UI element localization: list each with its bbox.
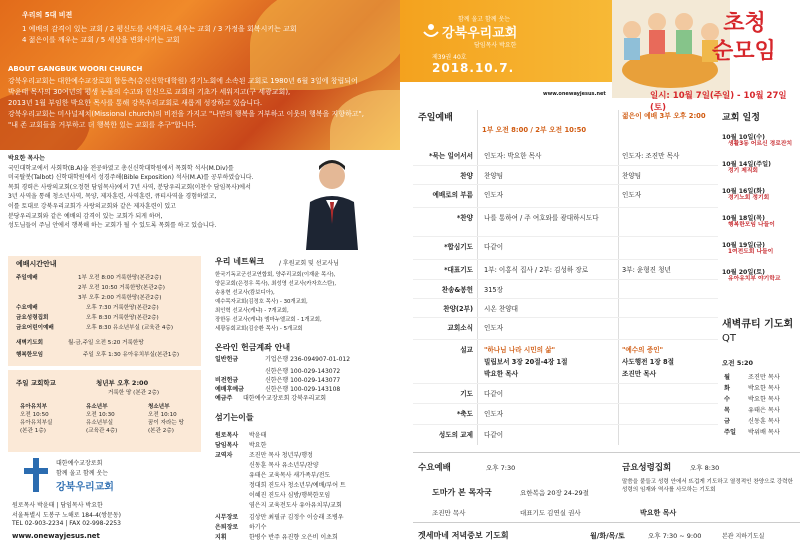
calendar-date: 10월 18일(목) — [722, 215, 765, 222]
qt-day: 화 — [724, 385, 730, 392]
sunday-school-label: 주일 교회학교 — [16, 379, 56, 387]
church-website[interactable]: www.onewayjesus.net — [12, 532, 100, 540]
dept-time: 오전 10:10 — [148, 412, 177, 418]
cross-logo-icon — [22, 458, 50, 492]
order-cell: 사도행전 1장 8절 — [622, 358, 674, 366]
order-divider — [618, 110, 619, 445]
calendar-event: 1여전도회 나들이 — [728, 249, 774, 255]
calendar-date: 10월 16일(화) — [722, 188, 765, 195]
vision-lines — [22, 24, 362, 46]
pastor-bio-line: 이를 토대로 강북우리교회가 사랑의교회와 같은 제자훈련이 있고 — [8, 202, 176, 210]
order-divider — [477, 110, 478, 445]
service-time: 오후 8:30 거룩한땅(본관2층) — [86, 315, 159, 321]
order-rule — [413, 424, 718, 425]
order-label: *축도 — [456, 410, 473, 418]
order-cell: 인도자 — [622, 191, 642, 199]
calendar-event: 생활3동 어르신 경로잔치 — [728, 141, 793, 147]
qt-suffix: QT — [722, 333, 736, 344]
dept-name: 청소년부 — [148, 404, 170, 410]
staff-role: 교역자 — [215, 452, 233, 459]
vision-title: 우리의 5대 비젼 — [22, 11, 73, 19]
qt-name: 조진만 목사 — [748, 374, 780, 381]
order-cell: "예수의 증인" — [622, 346, 664, 354]
order-cell: 다같이 — [484, 243, 504, 251]
order-label: 기도 — [460, 390, 473, 398]
pastor-bio-label: 박요한 목사는 — [8, 155, 45, 162]
staff-role: 은퇴장로 — [215, 524, 239, 531]
pastor-bio-line: 국민대학교에서 사회학(B.A)을 전공하였고 총신신학대학원에서 목회학 석사(M.Div)를 — [8, 164, 234, 172]
offering-account: 신한은행 100-029-143108 — [265, 386, 341, 393]
calendar-event: 행복한모임 나들이 — [728, 222, 775, 228]
fri-title: 금요성령집회 — [622, 463, 672, 473]
bulletin-date: 2018.10.7. — [432, 61, 515, 75]
wed-preacher: 조진만 목사 — [432, 509, 466, 517]
church-logo-icon — [420, 20, 442, 42]
mission-title: 우리 네트웍크 — [215, 257, 265, 266]
order-cell: 시온 찬양대 — [484, 305, 518, 313]
qt-name: 박요한 목사 — [748, 385, 780, 392]
order-cell: 인도자 — [484, 191, 504, 199]
staff-role: 원로목사 — [215, 432, 239, 439]
order-label: 성도의 교제 — [438, 431, 473, 439]
staff-names: 유태은 교육목사 새가족부/전도 — [249, 472, 331, 479]
dept-name: 유아유치부 — [20, 404, 48, 410]
vision-banner — [0, 0, 400, 150]
staff-names: 박요한 — [249, 442, 267, 449]
calendar-event: 경기노회 정기회 — [728, 195, 770, 201]
staff-names: 조진만 목사 청년부/행정 — [249, 452, 313, 459]
staff-names: 한병수 반주 유진향 오은비 이초희 — [249, 534, 338, 541]
pastor-bio-line: 분당우리교회와 같은 예배의 감격이 있는 교회가 되게 하며, — [8, 212, 163, 220]
service-label: 새벽기도회 — [16, 340, 44, 346]
offering-label: 예금주 — [215, 395, 233, 402]
header-church-name: 강북우리교회 — [442, 26, 518, 41]
offering-account: 기업은행 236-094907-01-012 — [265, 356, 351, 363]
order-label: *대표기도 — [444, 266, 473, 274]
order-cell: 박요한 목사 — [484, 370, 519, 378]
about-line: 박윤태 목사의 30여년의 평생 눈물의 수고와 헌신으로 교회의 기초가 세워지고(구 세광교회), — [8, 88, 291, 96]
pastor-bio-line: 미국탈봇(Talbot) 신학대학원에서 성경주해(Bible Exposition) 석사(M.A)를 공부하였습니다. — [8, 174, 254, 182]
staff-role: 지휘 — [215, 534, 227, 541]
order-title: 주일예배 — [418, 113, 453, 123]
qt-title — [722, 318, 798, 346]
about-title: ABOUT GANGBUK WOORI CHURCH — [8, 65, 143, 73]
dawn-place: 본관 지하기도실 — [722, 533, 765, 540]
dawn-days: 월/화/목/토 — [590, 532, 625, 540]
dept-floor: (교육관 4층) — [86, 428, 118, 434]
qt-day: 주일 — [724, 429, 736, 436]
order-rule — [413, 339, 718, 340]
service-label: 수요예배 — [16, 305, 38, 311]
about-line: 강북우리교회는 대한예수교장로회 합동측(총신신학대학원) 경기노회에 소속된 교회로 1980년 6월 3일에 창립되어 — [8, 77, 358, 85]
order-rule — [413, 184, 718, 185]
staff-names: 염은지 교육전도사 유아유치부/교회 — [249, 502, 342, 509]
dawn-time: 오후 7:30 ~ 9:00 — [648, 532, 702, 540]
mission-line: 예수목자교회(김정호 목사) - 30개교회, — [215, 299, 308, 305]
mission-line: 한국기독교군선교연합회, 양주리교회(이재윤 목사), — [215, 272, 336, 278]
dept-name: 유소년부 — [86, 404, 108, 410]
about-body — [8, 76, 393, 131]
order-label: *합심기도 — [444, 243, 473, 251]
pastor-bio — [8, 154, 300, 231]
calendar-title: 교회 일정 — [722, 113, 760, 123]
service-label: 금요성령집회 — [16, 315, 49, 321]
order-rule — [413, 403, 718, 404]
staff — [215, 412, 395, 546]
calendar-date: 10월 20일(토) — [722, 269, 765, 276]
staff-title: 섬기는이들 — [215, 413, 254, 422]
dept-time: 오전 10:30 — [86, 412, 115, 418]
service-time: 오후 8:30 유소년부실 (교육관 4층) — [86, 325, 174, 331]
qt-day: 금 — [724, 418, 730, 425]
staff-role: 담임목사 — [215, 442, 239, 449]
wed-time: 오후 7:30 — [486, 464, 516, 472]
mission-line: 장한동 선교사(케냐) 엠마누엘교회 - 1개교회, — [215, 317, 322, 323]
service-label: 행복한모임 — [16, 352, 44, 358]
dept-floor: (본관 1층) — [20, 428, 46, 434]
order-cell: 나를 통하여 / 주 여호와를 광대하시도다 — [484, 214, 599, 222]
offering-account: 대한예수교장로회 강북우리교회 — [243, 395, 327, 402]
qt-time: 오전 5:20 — [722, 359, 753, 367]
order-label: 찬양 — [460, 172, 473, 180]
header-pastor: 담임목사 박요한 — [474, 42, 517, 49]
denomination: 대한예수교장로회 — [56, 460, 103, 467]
vision-line: 4 젊은이를 깨우는 교회 / 5 세상을 변화시키는 교회 — [22, 36, 180, 44]
wed-sermon-ref: 요한복음 20장 24-29절 — [520, 489, 589, 497]
order-col2-head: 젊은이 예배 3부 오후 2:00 — [622, 112, 706, 120]
order-label: 찬송&봉헌 — [441, 286, 473, 294]
order-cell: 찬양팀 — [622, 172, 642, 180]
qt-name: 박위배 목사 — [748, 429, 780, 436]
church-address: 서울특별시 도봉구 노해로 184-4(쌍문동) — [12, 512, 121, 519]
order-rule — [413, 165, 718, 166]
website-url[interactable]: www.onewayjesus.net — [543, 91, 606, 97]
calendar-date: 10월 19일(금) — [722, 242, 765, 249]
order-rule — [413, 259, 718, 260]
order-rule — [413, 236, 718, 237]
calendar-event: 정기 제직회 — [728, 168, 759, 174]
order-col1-head: 1부 오전 8:00 / 2부 오전 10:50 — [482, 126, 587, 134]
mission-line: 양문교회(은정우 목사), 최성영 선교사(카자흐스탄), — [215, 281, 337, 287]
mission-line: 세광동회교회(김승환 목사) - 5개교회 — [215, 326, 303, 332]
order-cell: "하나님 나라 시민의 삶" — [484, 346, 556, 354]
pastor-photo — [300, 152, 360, 250]
fri-time: 오후 8:30 — [690, 464, 720, 472]
calendar-date: 10월 10일(수) — [722, 134, 765, 141]
service-times-title: 예배시간안내 — [16, 260, 57, 268]
pastor-portrait — [300, 152, 360, 250]
order-cell: 인도자 — [484, 324, 504, 332]
dept-place: 유아유치부실 — [20, 420, 53, 426]
church-name: 강북우리교회 — [56, 482, 114, 493]
dept-floor: (본관 2층) — [148, 428, 174, 434]
about-line: 강북우리교회는 미사널제치(Missional church)의 비전을 가지고 "나만의 행복을 거부하고 이웃의 행복을 지향하고", — [8, 110, 365, 118]
order-rule — [413, 317, 718, 318]
service-time: 1부 오전 8:00 거룩한땅(본관2층) — [78, 275, 162, 281]
youth-time: 청년부 오후 2:00 — [96, 379, 149, 387]
offering-account: 신한은행 100-029-143077 — [265, 377, 341, 384]
qt-name: 신동훈 목사 — [748, 418, 780, 425]
qt-name: 박요한 목사 — [748, 396, 780, 403]
church-phone: TEL 02-903-2234 | FAX 02-998-2253 — [12, 520, 121, 527]
order-label: 설교 — [460, 346, 473, 354]
offering-title: 온라인 헌금계좌 안내 — [215, 343, 291, 352]
pastor-bio-line: 3년 사역을 통해 청소년사역, 목양, 제자훈련, 사역훈련, 큐티사역을 경험하였고, — [8, 193, 217, 201]
sunday-school — [8, 370, 201, 452]
mission-line: 최인혁 선교사(케냐) - 7개교회, — [215, 308, 289, 314]
service-times — [8, 256, 201, 366]
service-label: 금요어린이예배 — [16, 325, 54, 331]
invite-title-line: 초청 — [723, 11, 766, 36]
header-tagline: 함께 울고 함께 웃는 — [458, 16, 511, 23]
offering-label: 일반헌금 — [215, 356, 239, 363]
dept-place: 유소년부실 — [86, 420, 114, 426]
order-cell: 찬양팀 — [484, 172, 504, 180]
staff-names: 정대희 진도사 청소년부/예배/부어 트 — [249, 482, 346, 489]
fri-note: 말씀을 붙들고 성령 안에서 뜨겁게 기도하고 열정적인 찬양으로 강력한 성령의 임재와 역사를 사모하는 기도회 — [622, 479, 793, 493]
mission-network — [215, 256, 395, 366]
invite-title-line: 순모임 — [712, 39, 776, 64]
fri-preacher: 박요한 목사 — [640, 509, 677, 517]
pastor-bio-line: 목회 경력은 사랑의교회(오정현 담임목사)에서 7년 사역, 분당우리교회(이찬수 담임목사)에서 — [8, 183, 251, 191]
service-time: 3부 오후 2:00 거룩한땅(본관2층) — [78, 295, 162, 301]
offering-label: 예배후예금 — [215, 386, 244, 393]
calendar-date: 10월 14일(주일) — [722, 161, 771, 168]
order-rule — [413, 383, 718, 384]
order-cell: 인도자: 박요한 목사 — [484, 152, 542, 160]
order-rule — [413, 279, 718, 280]
staff-names: 신동훈 목사 유소년부/찬양 — [249, 462, 319, 469]
order-cell: 3부: 윤형진 청년 — [622, 266, 671, 274]
offering-label: 비전헌금 — [215, 377, 239, 384]
order-cell: 인도자: 조진만 목사 — [622, 152, 680, 160]
order-cell: 315장 — [484, 286, 503, 294]
order-cell: 인도자 — [484, 410, 504, 418]
service-label: 주일예배 — [16, 275, 38, 281]
mission-line: 송용현 선교사(캄보디아), — [215, 290, 275, 296]
offering-account: 신한은행 100-029-143072 — [265, 368, 341, 375]
pastor-bio-line: 성도님들이 주님 안에서 행복해 하는 교회가 될 수 있도록 목회를 하고 있습니다. — [8, 222, 217, 230]
church-pastors: 원로목사 박윤태 | 담임목사 박요한 — [12, 502, 103, 509]
church-tagline: 함께 울고 함께 웃는 — [56, 470, 109, 477]
order-cell: 조진만 목사 — [622, 370, 657, 378]
qt-day: 월 — [724, 374, 730, 381]
order-label: *묵는 일어서서 — [429, 152, 473, 160]
order-label: 교회소식 — [447, 324, 473, 332]
staff-names: 박윤태 — [249, 432, 267, 439]
issue-number: 제39권 40호 — [432, 54, 467, 61]
staff-role: 시무장로 — [215, 514, 239, 521]
wed-prayer: 대표기도 김연실 권사 — [520, 509, 581, 517]
order-rule — [413, 207, 718, 208]
church-info — [8, 456, 201, 546]
invite-title — [712, 10, 776, 66]
staff-names: 김상만 최필규 김정수 이승래 조병우 — [249, 514, 344, 521]
youth-place: 거룩한 땅 (본관 2층) — [108, 390, 160, 396]
order-cell: 빌립보서 3장 20절-4장 1절 — [484, 358, 568, 366]
qt-title-text: 새벽큐티 기도회 — [722, 319, 794, 330]
bottom-divider — [413, 452, 800, 453]
order-cell: 다같이 — [484, 431, 504, 439]
dawn-title: 겟세마네 저녁중보 기도회 — [418, 531, 509, 540]
order-cell: 다같이 — [484, 390, 504, 398]
qt-name: 유태은 목사 — [748, 407, 780, 414]
wed-title: 수요예배 — [418, 463, 451, 473]
mission-subtitle: / 후원교회 및 선교사님 — [279, 260, 339, 267]
about-line: "내 존 교회들을 거부하고 더 행복한 있는 교회를 추구"합니다. — [8, 121, 197, 129]
about-line: 2013년 1월 부임한 박요한 목사를 통해 강북우리교회로 새롭게 성장하고 있습니다. — [8, 99, 263, 107]
service-time: 주일 오후 1:30 유아유치부실(본관1층) — [83, 352, 180, 358]
order-cell: 1부: 이홍식 집사 / 2부: 김성하 장로 — [484, 266, 589, 274]
order-rule — [413, 298, 718, 299]
invite-dates: 일시: 10월 7일(주일) - 10월 27일(토) — [650, 91, 787, 113]
dept-place: 꿈이 자라는 땅 — [148, 420, 184, 426]
order-label: *찬양 — [456, 214, 473, 222]
service-time: 오후 7:30 거룩한땅(본관2층) — [86, 305, 159, 311]
service-time: 월-금,주일 오전 5:20 거룩한땅 — [68, 340, 144, 346]
wed-sermon-title: 도마가 본 목자국 — [432, 488, 492, 497]
bottom-divider — [413, 522, 800, 523]
order-label: 찬양(2부) — [443, 305, 473, 313]
dept-time: 오전 10:50 — [20, 412, 49, 418]
service-time: 2부 오전 10:50 거룩한땅(본관2층) — [78, 285, 165, 291]
qt-day: 수 — [724, 396, 730, 403]
vision-line: 1 예배의 감격이 있는 교회 / 2 평신도를 사역자로 세우는 교회 / 3 가정을 회복시키는 교회 — [22, 25, 297, 33]
staff-names: 이혜진 진도사 심방/행복한모임 — [249, 492, 331, 499]
calendar-event: 유아유치부 야기학교 — [728, 276, 781, 282]
staff-names: 하기수 — [249, 524, 267, 531]
qt-day: 목 — [724, 407, 730, 414]
offering-accounts — [215, 366, 395, 406]
order-label: 예배로의 부름 — [432, 191, 473, 199]
